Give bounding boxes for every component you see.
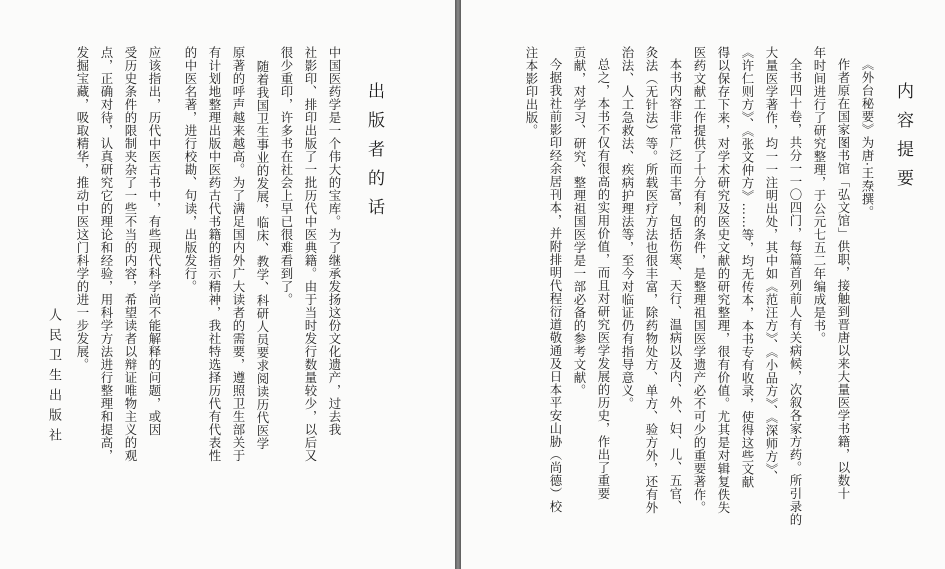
publisher-note-column: 原著的呼声越来越高。为了满足国内外广大读者的需要，遵照卫生部关于: [231, 46, 246, 462]
summary-column: 总之，本书不仅有很高的实用价值，而且对研究医学发展的历史，作出了重要: [596, 58, 611, 500]
publisher-note-title: 出版者的话: [364, 82, 384, 227]
summary-column: 注本影印出版。: [524, 46, 539, 137]
left-page: [0, 0, 455, 569]
publisher-note-column: 发掘宝藏，吸取精华，推动中医这门科学的进一步发展。: [75, 46, 90, 371]
summary-column: 大量医学著作，均一一注明出处，其中如《范汪方》、《小品方》、《深师方》、: [764, 46, 779, 483]
summary-column: 《外台秘要》为唐·王焘撰。: [860, 58, 875, 219]
publisher-note-column: 受历史条件的限制夹杂了一些不当的内容，希望读者以辩证唯物主义的观: [123, 46, 138, 462]
publisher-note-column: 社影印、排印出版了一批历代中医典籍。由于当时发行数量较少，以后又: [303, 46, 318, 462]
publisher-note-column: 有计划地整理出版中医药古代书籍的指示精神，我社特选择历代有代表性: [207, 46, 222, 462]
summary-column: 年时间进行了研究整理，于公元七五二年编成是书。: [812, 46, 827, 345]
summary-column: 灸法（无针法）等。所载医疗方法也很丰富，除药物处方、单方、验方外，还有外: [644, 46, 659, 514]
summary-column: 得以保存下来，对学术研究及医史文献的研究整理，很有价值。尤其是对辑复佚失: [716, 46, 731, 514]
publisher-note-column: 很少重印，许多书在社会上早已很难看到了。: [279, 46, 294, 306]
publisher-note-column: 点，正确对待，认真研究它的理论和经验，用科学方法进行整理和提高，: [99, 46, 114, 462]
summary-column: 全书四十卷，共分一一〇四门，每篇首列前人有关病候，次叙各家方药。所引录的: [788, 58, 803, 526]
publisher-signature: 人民卫生出版社: [46, 308, 61, 448]
right-page: [461, 0, 945, 569]
summary-column: 治法、人工急救法、疾病护理法等，至今对临证仍有指导意义。: [620, 46, 635, 410]
summary-column: 作者原在国家图书馆「弘文馆」供职，接触到晋唐以来大量医学书籍，以数十: [836, 58, 851, 500]
summary-column: 医药文献工作提供了十分有利的条件，是整理祖国医学遗产必不可少的重要著作。: [692, 46, 707, 514]
summary-column: 《许仁则方》、《张文仲方》……等，均无传本，本书专有收录，使得这些文献: [740, 46, 755, 489]
publisher-note-column: 的中医名著，进行校勘、句读，出版发行。: [183, 46, 198, 293]
publisher-note-column: 应该指出，历代中医古书中，有些现代科学尚不能解释的问题，或因: [147, 46, 162, 436]
summary-column: 今据我社前影印经余居刊本，并附排明代程衍道敬通及日本平安山胁（尚德）校: [548, 58, 563, 513]
summary-column: 贡献，对学习、研究、整理祖国医学是一部必备的参考文献。: [572, 46, 587, 397]
publisher-note-column: 随着我国卫生事业的发展，临床、教学、科研人员要求阅读历代医学: [255, 60, 270, 450]
summary-column: 本书内容非常广泛而丰富，包括伤寒、天行、温病以及内、外、妇、儿、五官、: [668, 58, 683, 513]
publisher-note-column: 中国医药学是一个伟大的宝库。为了继承发扬这份文化遗产，过去我: [327, 46, 342, 436]
summary-title: 内容提要: [893, 82, 913, 198]
